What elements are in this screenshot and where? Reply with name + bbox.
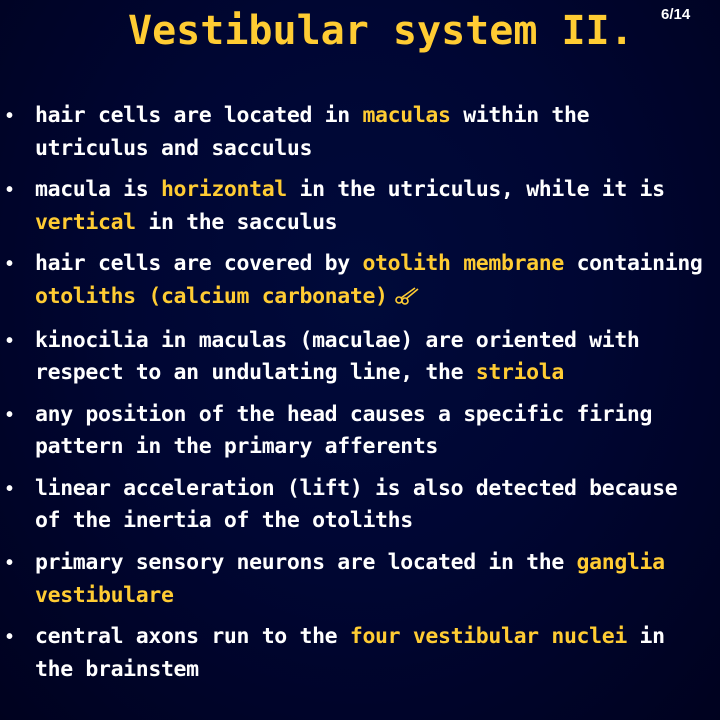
bullet-text: hair cells are covered by [35, 251, 363, 277]
highlighted-term: otolith membrane [362, 251, 564, 277]
highlighted-term: otoliths (calcium carbonate) [35, 283, 388, 309]
highlighted-term: ganglia vestibulare [35, 550, 665, 608]
bullet-text: in the utriculus, while it is [286, 177, 665, 203]
bullet-text: within the utriculus and sacculus [35, 103, 590, 161]
bullet-item [6, 248, 712, 315]
bullet-text: linear acceleration (lift) is also detected because of the inertia of the otoliths [35, 475, 678, 534]
bullet-item [6, 621, 712, 686]
bullet-item [6, 100, 712, 165]
bullet-text: primary sensory neurons are located in the [35, 550, 577, 576]
page-number: 6/14 [661, 6, 691, 23]
bullet-item [6, 174, 712, 239]
bullet-text: hair cells are located in [35, 103, 363, 128]
bullet-text: in the brainstem [35, 624, 665, 682]
highlighted-term: maculas [362, 103, 451, 128]
bullet-text: in the sacculus [135, 209, 338, 235]
scissors-icon[interactable] [394, 283, 420, 316]
bullet-text: any position of the head causes a specific firing pattern in the primary afferents [35, 401, 653, 460]
highlighted-term: four vestibular nuclei [349, 624, 627, 650]
bullet-item [6, 325, 712, 390]
bullet-item [6, 547, 712, 612]
bullet-item [6, 399, 712, 464]
highlighted-term: striola [475, 360, 564, 386]
bullet-text: central axons run to the [35, 624, 350, 650]
slide-title: Vestibular system II. [128, 8, 634, 54]
highlighted-term: horizontal [160, 177, 287, 203]
bullet-text: containing [563, 251, 703, 277]
bullet-text: kinocilia in maculas (maculae) are oriented with respect to an undulating line, the [35, 327, 640, 386]
bullet-text: macula is [35, 177, 161, 203]
highlighted-term: vertical [35, 209, 136, 235]
bullet-list [6, 100, 712, 696]
bullet-item [6, 473, 712, 538]
